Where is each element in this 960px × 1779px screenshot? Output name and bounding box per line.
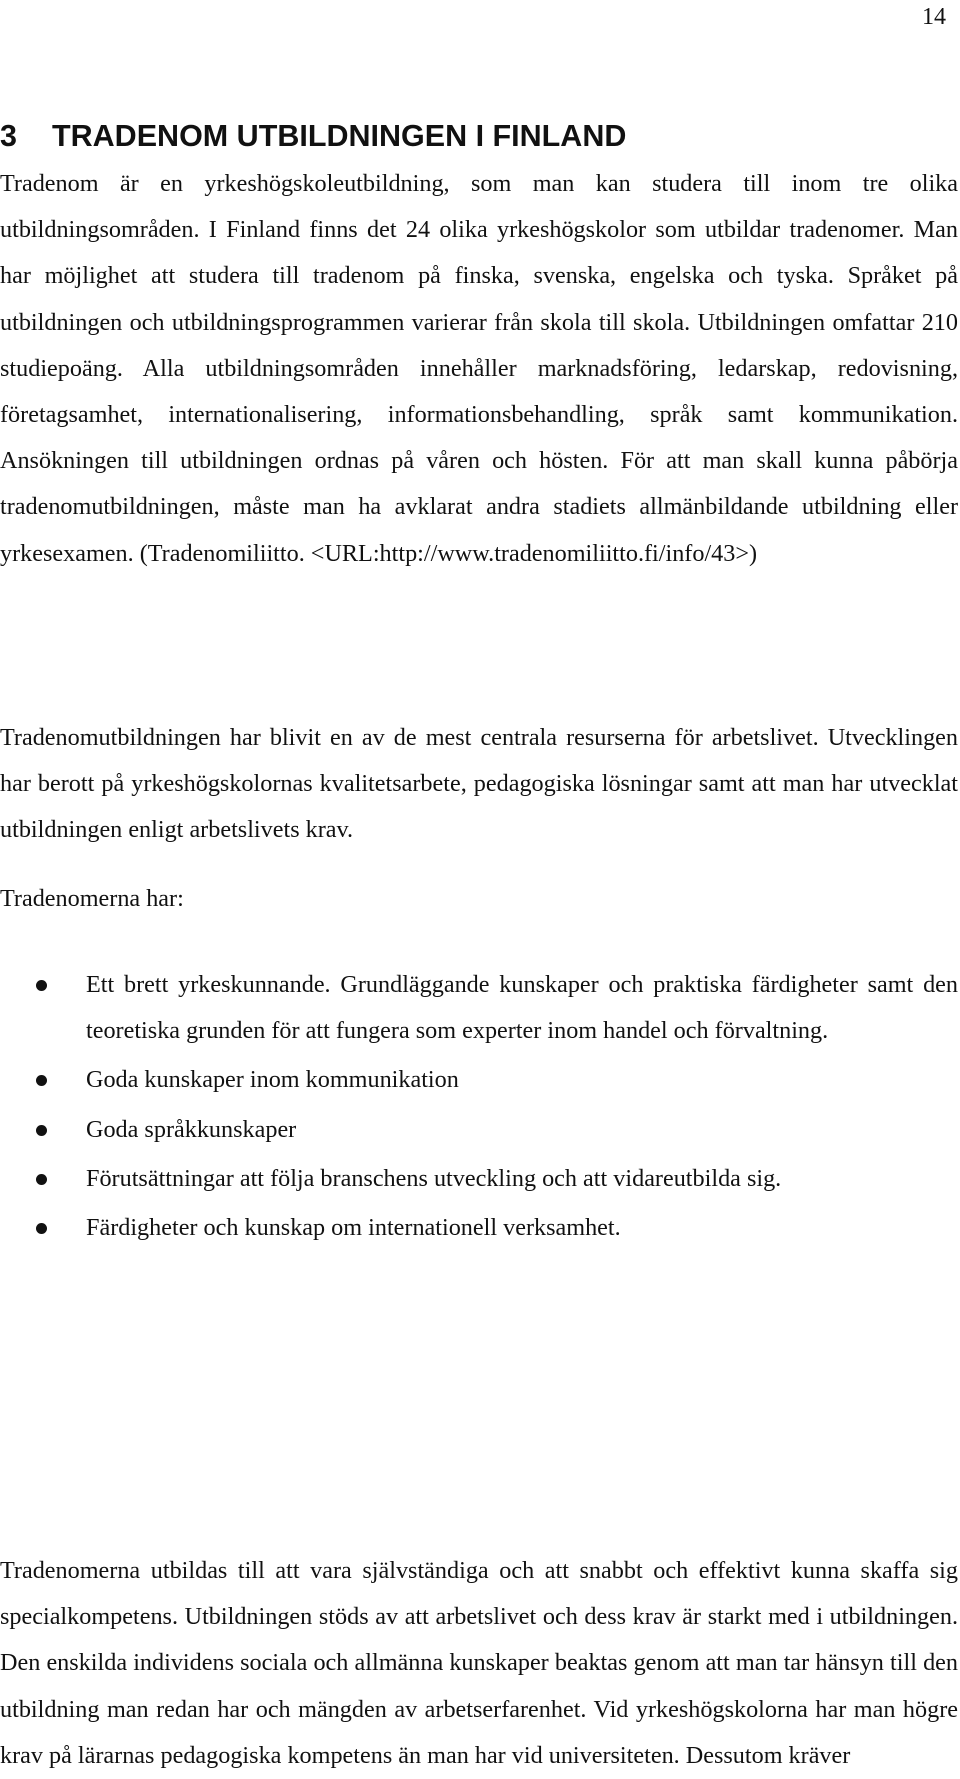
bullet-icon [36,1174,47,1185]
bullet-icon [36,1223,47,1234]
list-item-text: Goda kunskaper inom kommunikation [86,1066,459,1094]
bullet-icon [36,1125,47,1136]
list-item [0,1057,958,1103]
list-item [0,1156,958,1202]
skills-bullet-list [0,962,958,1254]
bullet-icon [36,980,47,991]
page-number: 14 [922,4,946,30]
chapter-heading [0,116,700,156]
list-item-text: Ett brett yrkeskunnande. Grundläggande kunskaper och praktiska färdigheter samt den teoretiska grunden för att fungera som experter inom handel och förvaltning. [86,971,958,1045]
list-item-text: Färdigheter och kunskap om internationell verksamhet. [86,1214,621,1242]
paragraph-closing: Tradenomerna utbildas till att vara självständiga och att snabbt och effektivt kunna skaffa sig specialkompetens. Utbildningen stöds av att arbetslivet och dess krav är starkt med i utbildningen. Den enskilda individens sociala och allmänna kunskaper beaktas genom att man tar hänsyn till den utbildning man redan har och mängden av arbetserfarenhet. Vid yrkeshögskolorna har man högre krav på lärarnas pedagogiska kompetens än man har vid universiteten. Dessutom kräver [0,1557,958,1769]
paragraph-list-lead: Tradenomerna har: [0,885,184,912]
list-item [0,962,958,1054]
list-item-text: Goda språkkunskaper [86,1115,297,1143]
paragraph-intro: Tradenom är en yrkeshögskoleutbildning, som man kan studera till inom tre olika utbildningsområden. I Finland finns det 24 olika yrkeshögskolor som utbildar tradenomer. Man har möjlighet att studera till tradenom på finska, svenska, engelska och tyska. Språket på utbildningen och utbildningsprogrammen varierar från skola till skola. Utbildningen omfattar 210 studiepoäng. Alla utbildningsområden innehåller marknadsföring, ledarskap, redovisning, företagsamhet, internationalisering, informationsbehandling, språk samt kommunikation. Ansökningen till utbildningen ordnas på våren och hösten. För att man skall kunna påbörja tradenomutbildningen, måste man ha avklarat andra stadiets allmänbildande utbildning eller yrkesexamen. (Tradenomiliitto. <URL:http://www.tradenomiliitto.fi/info/43>) [0,170,958,567]
paragraph-workplace: Tradenomutbildningen har blivit en av de mest centrala resurserna för arbetslivet. Utvecklingen har berott på yrkeshögskolornas kvalitetsarbete, pedagogiska lösningar samt att man har utvecklat utbildningen enligt arbetslivets krav. [0,724,958,844]
list-item [0,1205,958,1251]
list-item-text: Förutsättningar att följa branschens utveckling och att vidareutbilda sig. [86,1164,782,1192]
list-item [0,1107,958,1153]
chapter-number: 3 [0,119,17,153]
bullet-icon [36,1075,47,1086]
chapter-title: TRADENOM UTBILDNINGEN I FINLAND [52,119,627,153]
